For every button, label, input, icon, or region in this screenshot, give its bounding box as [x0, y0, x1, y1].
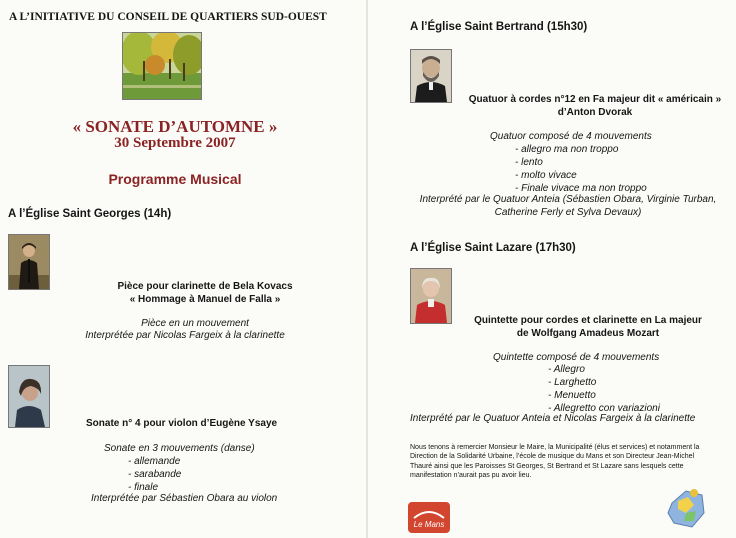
- quartet-description: Quatuor composé de 4 mouvements: [490, 131, 652, 142]
- violinist-photo: [8, 365, 50, 428]
- district-map-icon: [664, 485, 708, 531]
- quartet-movements: [515, 143, 647, 195]
- quartet-performer-line2: Catherine Ferly et Sylva Devaux): [494, 207, 642, 218]
- quartet-title-line2: d’Anton Dvorak: [557, 107, 633, 118]
- movement-item: - Menuetto: [548, 390, 596, 401]
- movement-item: - Allegro: [548, 364, 585, 375]
- movement-item: - Allegretto con variazioni: [548, 403, 660, 414]
- quartet-title: [450, 93, 736, 119]
- concert-date: 30 Septembre 2007: [114, 135, 236, 151]
- piece2-title: Sonate n° 4 pour violon d’Eugène Ysaye: [86, 418, 278, 429]
- acknowledgement-line: Thauré ainsi que les Paroisses St Georges, St Bertrand et St Lazare sans lesquels cette: [410, 462, 684, 470]
- quartet-performer-line1: Interprété par le Quatuor Anteia (Sébastien Obara, Virginie Turban,: [419, 194, 717, 205]
- piece1-title: [60, 280, 350, 306]
- acknowledgements: [410, 443, 730, 481]
- church-saint-georges-heading: A l’Église Saint Georges (14h): [8, 208, 172, 220]
- dvorak-portrait: [410, 49, 452, 103]
- movement-item: - molto vivace: [515, 170, 577, 181]
- movement-item: - finale: [128, 482, 159, 493]
- quintet-description: Quintette composé de 4 mouvements: [493, 352, 660, 363]
- piece1-title-line2: « Hommage à Manuel de Falla »: [129, 294, 281, 305]
- movement-item: - sarabande: [128, 469, 182, 480]
- organizer-header: A L’INITIATIVE DU CONSEIL DE QUARTIERS SUD-OUEST: [9, 11, 327, 23]
- le-mans-logo: [408, 502, 450, 533]
- church-saint-lazare-heading: A l’Église Saint Lazare (17h30): [410, 242, 576, 254]
- quintet-performer: Interprété par le Quatuor Anteia et Nicolas Fargeix à la clarinette: [410, 413, 696, 424]
- piece1-performer: Interprétée par Nicolas Fargeix à la clarinette: [85, 330, 285, 341]
- movement-item: - Larghetto: [548, 377, 597, 388]
- piece2-performer: Interprétée par Sébastien Obara au violon: [91, 493, 278, 504]
- quartet-performer: [400, 193, 736, 219]
- acknowledgement-line: Nous tenons à remercier Monsieur le Maire, la Municipalité (élus et services) et notamment la: [410, 444, 700, 451]
- piece1-description: Pièce en un mouvement: [141, 318, 249, 329]
- le-mans-logo-text: Le Mans: [413, 520, 445, 529]
- piece1-title-line1: Pièce pour clarinette de Bela Kovacs: [117, 281, 293, 292]
- movement-item: - allemande: [128, 456, 181, 467]
- clarinettist-photo: [8, 234, 50, 290]
- piece2-description: Sonate en 3 mouvements (danse): [104, 443, 255, 454]
- autumn-park-photo: [122, 32, 202, 100]
- quartet-title-line1: Quatuor à cordes n°12 en Fa majeur dit « américain »: [468, 94, 722, 105]
- movement-item: - allegro ma non troppo: [515, 144, 619, 155]
- quintet-movements: [548, 363, 660, 415]
- mozart-portrait: [410, 268, 452, 324]
- quintet-title-line1: Quintette pour cordes et clarinette en La majeur: [474, 315, 702, 326]
- movement-item: - Finale vivace ma non troppo: [515, 183, 647, 194]
- quintet-title: [450, 314, 726, 340]
- church-saint-bertrand-heading: A l’Église Saint Bertrand (15h30): [410, 21, 588, 33]
- piece2-movements: [128, 455, 181, 494]
- movement-item: - lento: [515, 157, 543, 168]
- acknowledgement-line: Direction de la Solidarité Urbaine, l’école de musique du Mans et son Directeur Jean-Michel: [410, 453, 695, 461]
- acknowledgement-line: manifestation n’aurait pas pu avoir lieu.: [410, 472, 532, 480]
- concert-title: « SONATE D’AUTOMNE »: [72, 117, 278, 136]
- programme-heading: Programme Musical: [108, 171, 242, 187]
- page-fold: [366, 0, 368, 538]
- quintet-title-line2: de Wolfgang Amadeus Mozart: [516, 328, 660, 339]
